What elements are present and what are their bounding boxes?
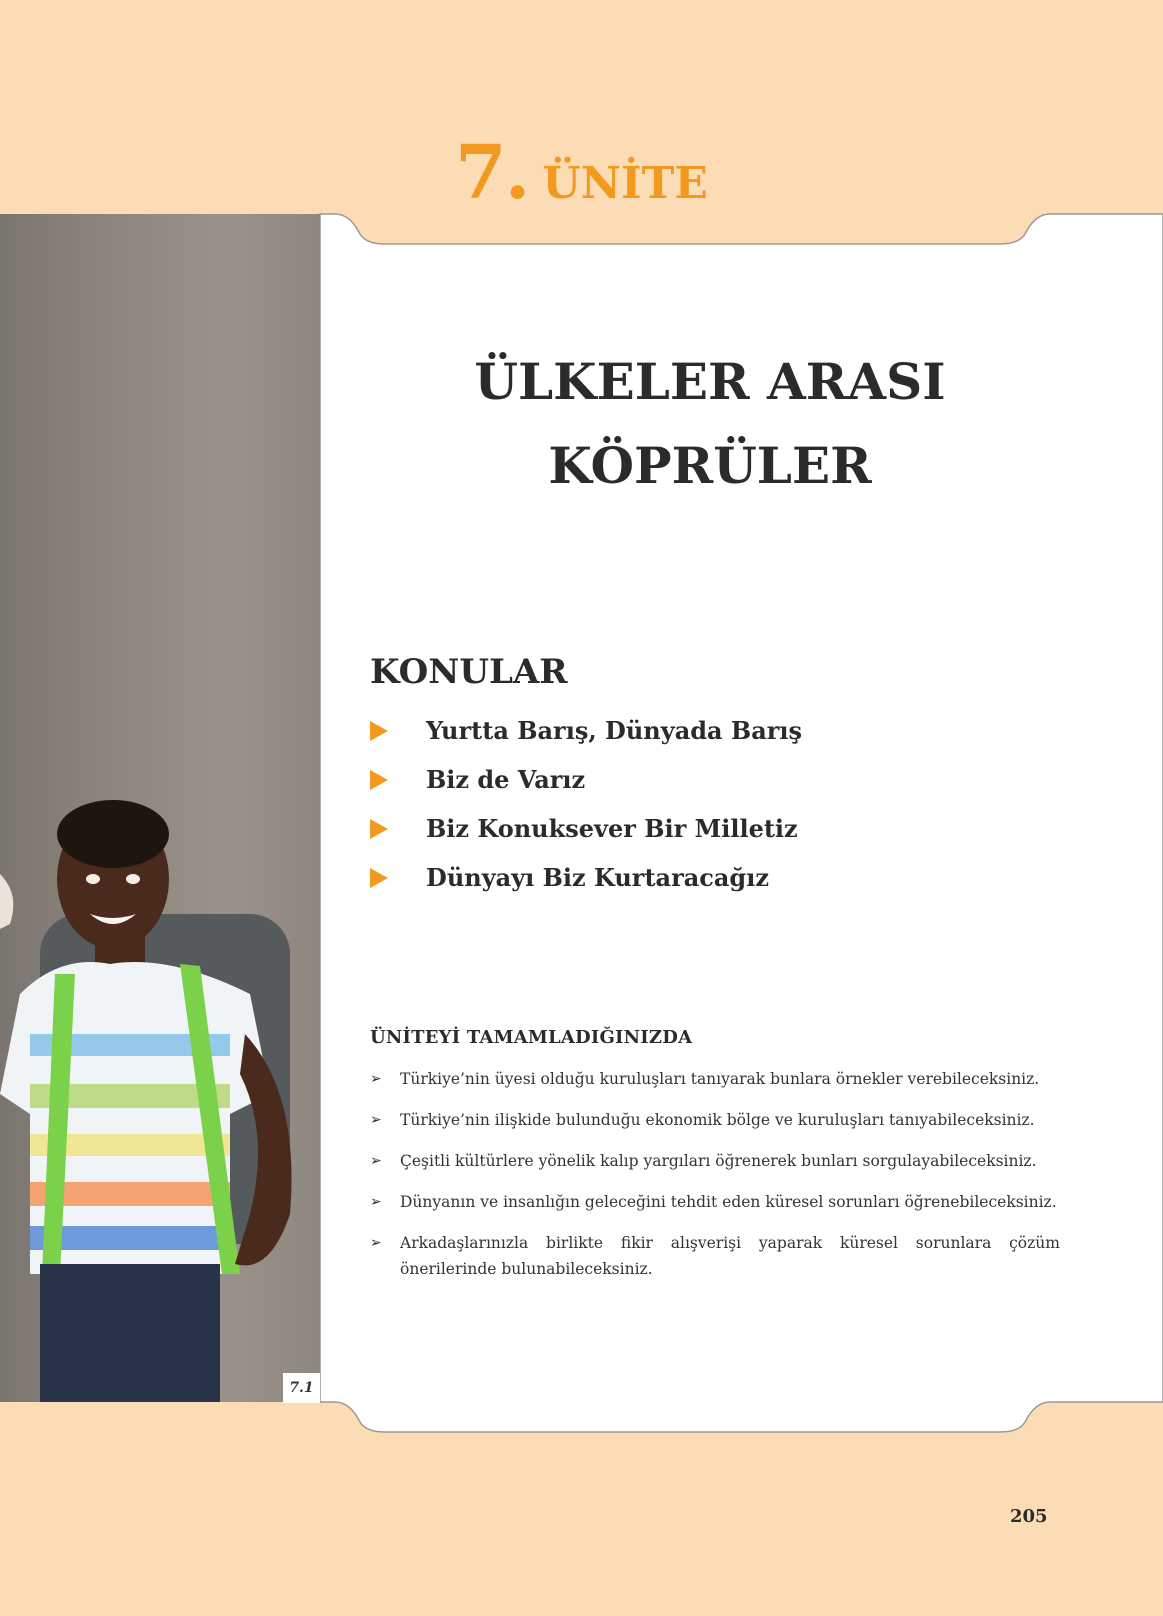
goal-text: Arkadaşlarınızla birlikte fikir alışverişi yaparak küresel sorunlara çözüm önerilerinde bulunabileceksiniz.	[400, 1234, 1060, 1278]
arrow-bullet-icon: ➢	[370, 1235, 382, 1251]
goal-item	[370, 1230, 1060, 1282]
topic-text: Biz Konuksever Bir Milletiz	[426, 814, 798, 843]
goal-item	[370, 1189, 1060, 1215]
title-line-1: ÜLKELER ARASI	[474, 352, 946, 411]
unit-number: 7.	[455, 130, 529, 216]
child-with-backpack-illustration	[0, 214, 320, 1402]
topic-item	[370, 853, 802, 902]
triangle-bullet-icon	[370, 721, 388, 741]
cover-photo	[0, 214, 320, 1402]
goal-text: Türkiye’nin üyesi olduğu kuruluşları tanıyarak bunlara örnekler verebileceksiniz.	[400, 1070, 1040, 1088]
topic-item	[370, 706, 802, 755]
arrow-bullet-icon: ➢	[370, 1194, 382, 1210]
page-title	[320, 340, 1100, 508]
goals-list	[370, 1066, 1060, 1297]
topic-item	[370, 804, 802, 853]
unit-heading	[0, 130, 1163, 216]
goal-item	[370, 1148, 1060, 1174]
arrow-bullet-icon: ➢	[370, 1071, 382, 1087]
arrow-bullet-icon: ➢	[370, 1112, 382, 1128]
goal-item	[370, 1066, 1060, 1092]
triangle-bullet-icon	[370, 770, 388, 790]
triangle-bullet-icon	[370, 819, 388, 839]
goal-item	[370, 1107, 1060, 1133]
page-number: 205	[1010, 1506, 1048, 1527]
topics-heading: KONULAR	[370, 652, 568, 692]
goal-text: Çeşitli kültürlere yönelik kalıp yargıları öğrenerek bunları sorgulayabileceksiniz.	[400, 1152, 1037, 1170]
triangle-bullet-icon	[370, 868, 388, 888]
topic-text: Dünyayı Biz Kurtaracağız	[426, 863, 769, 892]
arrow-bullet-icon: ➢	[370, 1153, 382, 1169]
goal-text: Dünyanın ve insanlığın geleceğini tehdit eden küresel sorunları öğrenebileceksiniz.	[400, 1193, 1057, 1211]
topics-list	[370, 706, 802, 902]
title-line-2: KÖPRÜLER	[548, 436, 872, 495]
topic-text: Biz de Varız	[426, 765, 586, 794]
photo-caption-number: 7.1	[283, 1373, 320, 1403]
goals-heading: ÜNİTEYİ TAMAMLADIĞINIZDA	[370, 1027, 693, 1048]
goal-text: Türkiye’nin ilişkide bulunduğu ekonomik bölge ve kuruluşları tanıyabileceksiniz.	[400, 1111, 1035, 1129]
topic-item	[370, 755, 802, 804]
topic-text: Yurtta Barış, Dünyada Barış	[426, 716, 803, 745]
unit-word: ÜNİTE	[542, 158, 708, 209]
